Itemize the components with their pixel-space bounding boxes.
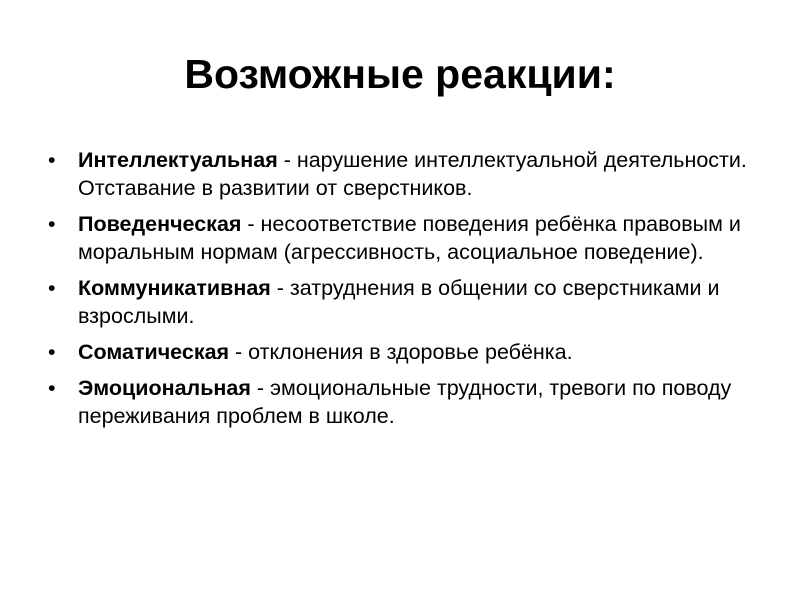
item-description: - нарушение интеллектуальной деятельности. Отставание в развитии от сверстников. bbox=[78, 148, 747, 200]
item-term: Поведенческая bbox=[78, 212, 242, 236]
bullet-dot-icon: • bbox=[48, 276, 56, 300]
list-item bbox=[48, 146, 768, 202]
item-term: Эмоциональная bbox=[78, 376, 251, 400]
item-description: - затруднения в общении со сверстниками и взрослыми. bbox=[78, 276, 720, 328]
item-term: Коммуникативная bbox=[78, 276, 271, 300]
bullet-dot-icon: • bbox=[48, 148, 56, 172]
list-item bbox=[48, 374, 768, 430]
bullet-list bbox=[48, 146, 768, 438]
list-item bbox=[48, 338, 768, 366]
item-term: Интеллектуальная bbox=[78, 148, 278, 172]
item-description: - несоответствие поведения ребёнка правовым и моральным нормам (агрессивность, асоциальное поведение). bbox=[78, 212, 741, 264]
slide-title: Возможные реакции: bbox=[184, 51, 616, 97]
item-description: - эмоциональные трудности, тревоги по поводу переживания проблем в школе. bbox=[78, 376, 732, 428]
bullet-dot-icon: • bbox=[48, 340, 56, 364]
bullet-dot-icon: • bbox=[48, 376, 56, 400]
list-item bbox=[48, 210, 768, 266]
item-term: Соматическая bbox=[78, 340, 230, 364]
item-description: - отклонения в здоровье ребёнка. bbox=[229, 340, 573, 364]
bullet-dot-icon: • bbox=[48, 212, 56, 236]
list-item bbox=[48, 274, 768, 330]
